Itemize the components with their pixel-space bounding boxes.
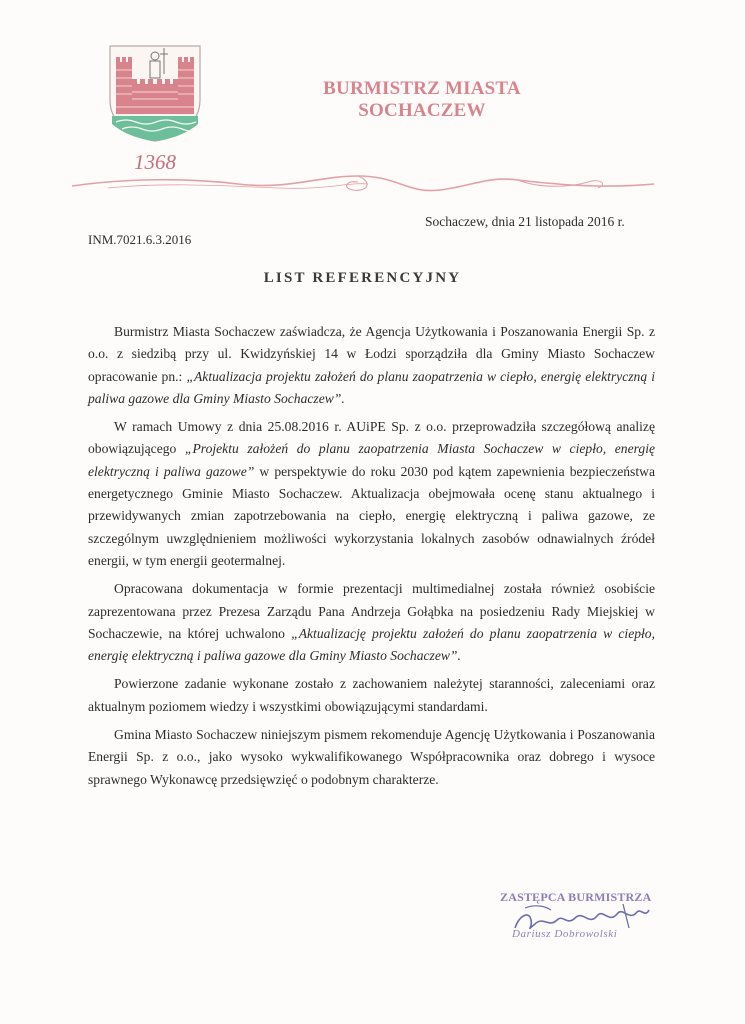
- letterhead-flourish-icon: [68, 172, 658, 198]
- paragraph-5: Gmina Miasto Sochaczew niniejszym pismem rekomenduje Agencję Użytkowania i Poszanowania Energii Sp. z o.o., jako wysoko wykwalifikowanego Współpracownika oraz dobrego i wysoce sprawnego Wykonawcę przedsięwzięć o podobnym charakterze.: [88, 727, 655, 787]
- paragraph-2-text-cont: w perspektywie do roku 2030 pod kątem zapewnienia bezpieczeństwa energetycznego Gminie Miasto Sochaczew. Aktualizacja obejmowała ocenę stanu aktualnego i przewidywanych zmian zapotrzebowania na ciepło, energię elektryczną i paliwa gazowe, ze szczególnym uwzględnieniem możliwości wykorzystania lokalnych zasobów odnawialnych źródeł energii, w tym energii geotermalnej.: [88, 463, 655, 568]
- document-title: LIST REFERENCYJNY: [263, 270, 462, 286]
- place-and-date: Sochaczew, dnia 21 listopada 2016 r.: [425, 214, 625, 229]
- paragraph-2: [88, 416, 655, 572]
- stamp-title: ZASTĘPCA BURMISTRZA: [500, 890, 652, 904]
- paragraph-3-text: Opracowana dokumentacja w formie prezentacji multimedialnej została również osobiście zaprezentowana przez Prezesa Zarządu Pana Andrzeja Gołąbka na posiedzeniu Rady Miejskiej w Sochaczewie, na której uchwalono: [88, 581, 655, 641]
- letter-body: [88, 321, 655, 797]
- paragraph-1-quote: „Aktualizacja projektu założeń do planu zaopatrzenia w ciepło, energię elektryczną i paliwa gazowe dla Gminy Miasto Sochaczew”.: [88, 368, 656, 406]
- crest-year: 1368: [134, 150, 176, 174]
- paragraph-4: Powierzone zadanie wykonane zostało z zachowaniem należytej staranności, zaleceniami oraz aktualnym poziomem wiedzy i wszystkimi obowiązującymi standardami.: [88, 676, 655, 714]
- paragraph-1: [88, 321, 655, 410]
- reference-number: INM.7021.6.3.2016: [88, 232, 192, 247]
- paragraph-3: [88, 578, 655, 667]
- paragraph-3-quote: „Aktualizację projektu założeń do planu zaopatrzenia w ciepło, energię elektryczną i paliwa gazowe dla Gminy Miasto Sochaczew”.: [88, 625, 655, 664]
- letterhead-title-line1: BURMISTRZ MIASTA: [323, 78, 521, 99]
- paragraph-2-text: W ramach Umowy z dnia 25.08.2016 r. AUiPE Sp. z o.o. przeprowadziła szczegółową analizę obowiązującego: [88, 419, 655, 457]
- letterhead-title-line2: SOCHACZEW: [358, 100, 486, 121]
- paragraph-1-text: Burmistrz Miasta Sochaczew zaświadcza, że Agencja Użytkowania i Poszanowania Energii Sp. z o.o. z siedzibą przy ul. Kwidzyńskiej 14 w Łodzi sporządziła dla Gminy Miasto Sochaczew opracowanie pn.:: [88, 324, 655, 384]
- letterhead-title: [262, 78, 582, 122]
- coat-of-arms-icon: [106, 42, 204, 142]
- paragraph-2-quote: „Projektu założeń do planu zaopatrzenia Miasta Sochaczew w ciepło, energię elektryczną i paliwa gazowe”: [88, 441, 656, 479]
- stamp-name: Dariusz Dobrowolski: [512, 928, 618, 940]
